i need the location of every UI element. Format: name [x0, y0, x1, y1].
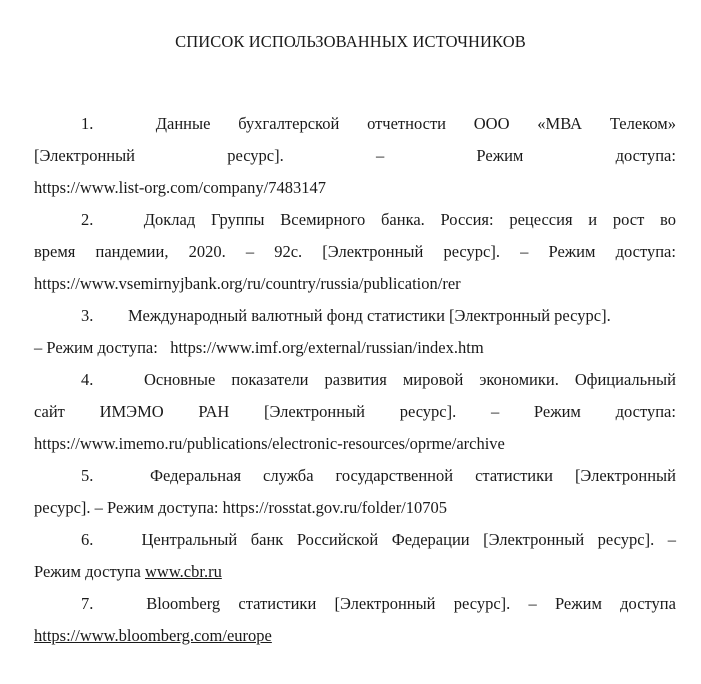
word: Всемирного [280, 210, 366, 229]
word: ООО [473, 114, 510, 133]
reference-url[interactable]: https://www.list-org.com/company/7483147 [34, 178, 326, 197]
reference-item-5 [34, 460, 676, 524]
word: мировой [402, 370, 464, 389]
word: отчетности [367, 114, 446, 133]
reference-4-line-2 [34, 396, 676, 428]
word: [Электронный [334, 594, 436, 613]
word: доступа: [615, 146, 676, 165]
word: – [667, 530, 676, 549]
word: Россия: [440, 210, 494, 229]
reference-text: Международный валютный фонд статистики [Электронный ресурс]. [128, 306, 611, 325]
word: Федерации [391, 530, 470, 549]
word: [Электронный [322, 242, 424, 261]
word: [Электронный [34, 146, 136, 165]
reference-text: Режим доступа [34, 562, 141, 581]
reference-item-4 [34, 364, 676, 460]
word: ресурс]. [227, 146, 284, 165]
word: 2020. [188, 242, 226, 261]
reference-1-line-2 [34, 140, 676, 172]
reference-number: 2. [81, 210, 94, 229]
word: ресурс]. [399, 402, 457, 421]
reference-3-line-1 [34, 300, 676, 332]
reference-6-line-1 [34, 524, 676, 556]
page-title: СПИСОК ИСПОЛЬЗОВАННЫХ ИСТОЧНИКОВ [175, 32, 526, 51]
reference-item-1 [34, 108, 676, 204]
reference-4-line-3 [34, 428, 676, 460]
word: Федеральная [149, 466, 242, 485]
word: 92с. [274, 242, 303, 261]
reference-item-3 [34, 300, 676, 364]
word: служба [263, 466, 314, 485]
reference-number: 6. [81, 530, 94, 549]
word: пандемии, [95, 242, 169, 261]
word: [Электронный [483, 530, 585, 549]
word: Центральный [141, 530, 238, 549]
word: ресурс]. [453, 594, 511, 613]
word: и [588, 210, 598, 229]
reference-number: 5. [81, 466, 94, 485]
reference-5-line-2 [34, 492, 676, 524]
reference-url[interactable]: https://www.imf.org/external/russian/index.htm [170, 338, 484, 357]
word: рецессия [509, 210, 573, 229]
word: ресурс]. [443, 242, 500, 261]
word: бухгалтерской [238, 114, 340, 133]
word: Режим [554, 594, 602, 613]
reference-6-line-2 [34, 556, 676, 588]
reference-3-line-2 [34, 332, 676, 364]
reference-1-line-3 [34, 172, 676, 204]
word: сайт [34, 402, 65, 421]
word: время [34, 242, 76, 261]
word: доступа: [615, 242, 676, 261]
reference-url[interactable]: https://www.vsemirnyjbank.org/ru/country/russia/publication/rer [34, 274, 461, 293]
word: показатели [231, 370, 309, 389]
word: статистики [238, 594, 317, 613]
reference-item-6 [34, 524, 676, 588]
word: [Электронный [574, 466, 676, 485]
word: Доклад [143, 210, 196, 229]
word: [Электронный [263, 402, 365, 421]
word: экономики. [479, 370, 559, 389]
word: РАН [198, 402, 230, 421]
reference-number: 7. [81, 594, 94, 613]
reference-number: 1. [81, 114, 94, 133]
word: – [245, 242, 255, 261]
reference-item-2 [34, 204, 676, 300]
reference-text: – Режим доступа: [34, 338, 158, 357]
reference-5-line-1 [34, 460, 676, 492]
reference-link[interactable]: https://www.bloomberg.com/europe [34, 626, 272, 645]
word: Телеком» [609, 114, 676, 133]
reference-2-line-2 [34, 236, 676, 268]
reference-7-line-2 [34, 620, 676, 652]
word: Официальный [574, 370, 676, 389]
word: Основные [143, 370, 216, 389]
reference-link[interactable]: www.cbr.ru [144, 562, 222, 581]
word: Российской [296, 530, 379, 549]
reference-4-line-1 [34, 364, 676, 396]
reference-2-line-1 [34, 204, 676, 236]
references-list [34, 108, 676, 652]
reference-1-line-1 [34, 108, 676, 140]
word: рост [612, 210, 645, 229]
word: Данные [155, 114, 211, 133]
word: Режим [533, 402, 581, 421]
reference-number: 3. [81, 306, 94, 325]
word: доступа: [615, 402, 676, 421]
reference-7-line-1 [34, 588, 676, 620]
reference-item-7 [34, 588, 676, 652]
word: Режим [548, 242, 596, 261]
reference-2-line-3 [34, 268, 676, 300]
word: – [528, 594, 537, 613]
word: Bloomberg [146, 594, 221, 613]
word: статистики [475, 466, 553, 485]
word: банк [250, 530, 284, 549]
reference-url[interactable]: https://rosstat.gov.ru/folder/10705 [222, 498, 448, 517]
reference-text: ресурс]. – Режим доступа: [34, 498, 219, 517]
word: – [490, 402, 500, 421]
word: развития [324, 370, 387, 389]
word: Группы [210, 210, 265, 229]
word: банка. [381, 210, 425, 229]
word: во [660, 210, 676, 229]
reference-url[interactable]: https://www.imemo.ru/publications/electronic-resources/oprme/archive [34, 434, 505, 453]
word: «МВА [537, 114, 583, 133]
word: ресурс]. [597, 530, 655, 549]
reference-number: 4. [81, 370, 94, 389]
word: – [375, 146, 385, 165]
word: ИМЭМО [99, 402, 164, 421]
word: – [520, 242, 529, 261]
word: Режим [476, 146, 524, 165]
word: доступа [620, 594, 676, 613]
word: государственной [335, 466, 454, 485]
